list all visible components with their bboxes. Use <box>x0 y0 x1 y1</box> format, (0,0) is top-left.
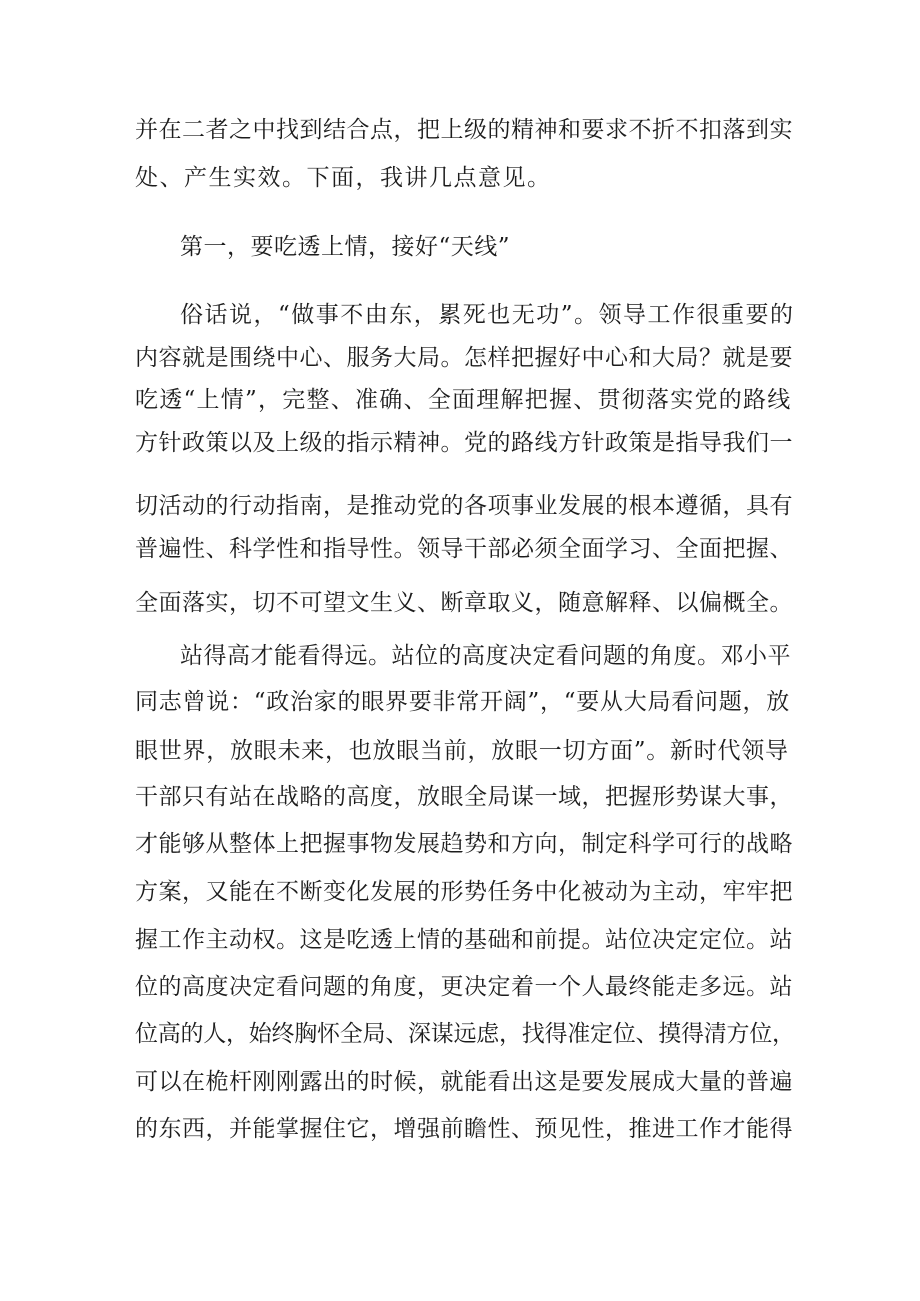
text-line: 方针政策以及上级的指示精神。党的路线方针政策是指导我们一 <box>135 430 793 456</box>
text-line: 可以在桅杆刚刚露出的时候，就能看出这是要发展成大量的普遍 <box>135 1069 793 1095</box>
text-line: 并在二者之中找到结合点，把上级的精神和要求不折不扣落到实 <box>135 117 793 143</box>
text-line: 内容就是围绕中心、服务大局。怎样把握好中心和大局？就是要 <box>135 345 793 371</box>
text-line: 方案，又能在不断变化发展的形势任务中化被动为主动，牢牢把 <box>135 879 793 905</box>
paragraph-first-line: 站得高才能看得远。站位的高度决定看问题的角度。邓小平 <box>180 643 791 669</box>
text-line: 干部只有站在战略的高度，放眼全局谋一域，把握形势谋大事， <box>135 784 793 810</box>
paragraph-first-line: 俗话说，“做事不由东，累死也无功”。领导工作很重要的 <box>180 302 795 328</box>
text-line: 的东西，并能掌握住它，增强前瞻性、预见性，推进工作才能得 <box>135 1116 793 1142</box>
section-heading: 第一，要吃透上情，接好“天线” <box>180 234 511 260</box>
text-line: 才能够从整体上把握事物发展趋势和方向，制定科学可行的战略 <box>135 831 793 857</box>
text-line: 位高的人，始终胸怀全局、深谋远虑，找得准定位、摸得清方位， <box>135 1021 795 1047</box>
text-line: 吃透“上情”，完整、准确、全面理解把握、贯彻落实党的路线 <box>135 387 792 413</box>
text-line: 处、产生实效。下面，我讲几点意见。 <box>135 165 552 191</box>
text-line: 切活动的行动指南，是推动党的各项事业发展的根本遵循，具有 <box>135 493 793 519</box>
text-line: 全面落实，切不可望文生义、断章取义，随意解释、以偏概全。 <box>135 590 793 616</box>
text-line: 同志曾说：“政治家的眼界要非常开阔”，“要从大局看问题，放 <box>135 689 791 715</box>
text-line: 位的高度决定看问题的角度，更决定着一个人最终能走多远。站 <box>135 974 793 1000</box>
text-line: 眼世界，放眼未来，也放眼当前，放眼一切方面”。新时代领导 <box>135 738 789 764</box>
text-line: 普遍性、科学性和指导性。领导干部必须全面学习、全面把握、 <box>135 536 793 562</box>
text-line: 握工作主动权。这是吃透上情的基础和前提。站位决定定位。站 <box>135 927 793 953</box>
